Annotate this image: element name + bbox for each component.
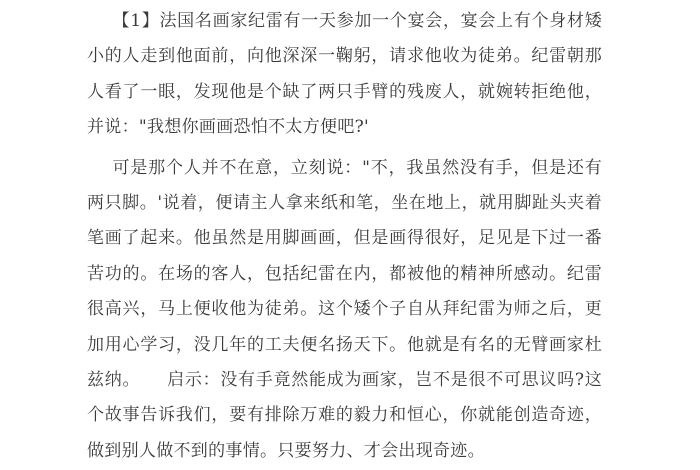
paragraph-story-body-and-moral: 可是那个人并不在意，立刻说："不，我虽然没有手，但是还有两只脚。'说着，便请主人拿来纸和笔，坐在地上，就用脚趾头夹着笔画了起来。他虽然是用脚画画，但是画得很好，足见是下过一番苦功的。在场的客人，包括纪雷在内，都被他的精神所感动。纪雷很高兴，马上便收他为徒弟。这个矮个子自从拜纪雷为师之后，更加用心学习，没几年的工夫便名扬天下。他就是有名的无臂画家杜兹纳。 启示：没有手竟然能成为画家，岂不是很不可思议吗?这个故事告诉我们，要有排除万难的毅力和恒心，你就能创造奇迹，做到别人做不到的事情。只要努力、才会出现奇迹。 (87, 157, 602, 461)
paragraph-story-opening: 【1】法国名画家纪雷有一天参加一个宴会，宴会上有个身材矮小的人走到他面前，向他深深一鞠躬，请求他收为徒弟。纪雷朝那人看了一眼，发现他是个缺了两只手臂的残废人，就婉转拒绝他，并说："我想你画画恐怕不太方便吧?' (87, 11, 602, 138)
